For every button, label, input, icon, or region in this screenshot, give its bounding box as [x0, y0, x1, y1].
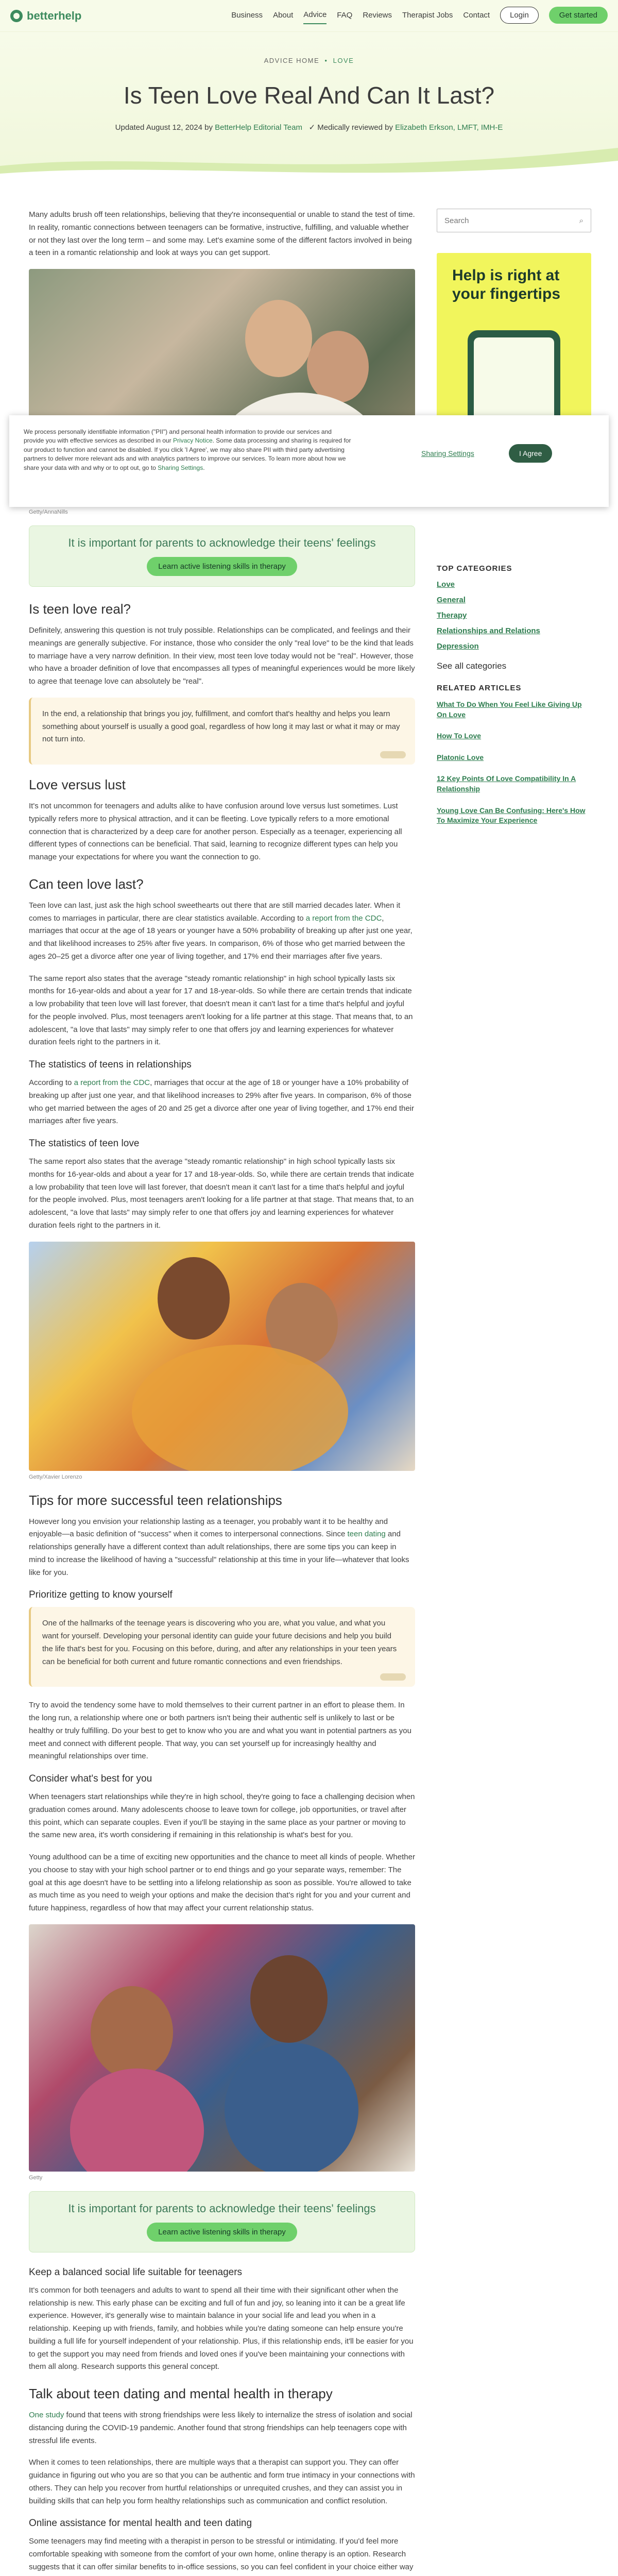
category-love[interactable]: Love	[437, 580, 455, 589]
heading-therapy: Talk about teen dating and mental health in therapy	[29, 2386, 333, 2401]
site-header	[0, 0, 618, 32]
paragraph-best-1: When teenagers start relationships while they're in high school, they're going to face a challenging decision when graduation comes around. Many adolescents choose to leave town for college, job opportunities, or travel after this point, which can separate couples. Even if you'll be staying in the same place as your partner or moving to the same new area, it's worth considering if remaining in this relationship is what's best for you.	[29, 1792, 415, 1840]
search-placeholder: Search	[444, 216, 469, 225]
heading-is-teen-love-real: Is teen love real?	[29, 601, 131, 617]
consent-text: We process personally identifiable information ("PII") and personal health information to provide our services and provide you with effective services as described in our Privacy Notice. Some data processing and sharing is required for our product to function and cannot be disabled. If you click 'I Agree', we may also share PII with third party advertising partners to deliver more relevant ads and with analytics partners to improve our services. To learn more about how we share your data with and why or to opt out, go to Sharing Settings.	[24, 428, 351, 471]
heading-online: Online assistance for mental health and teen dating	[29, 2518, 252, 2529]
therapy-cta-2	[29, 2191, 415, 2252]
cdc-report-link-2[interactable]: a report from the CDC	[74, 1078, 150, 1087]
paragraph-stats: According to a report from the CDC, marriages that occur at the age of 18 or younger have a 10% probability of breaking up after just one year, and that likelihood increases to 29% after five years. In comparison, 6% of those who get married between the ages of 20 and 25 get a divorce after one year of living together, and 17% end their marriages after five years.	[29, 1078, 414, 1126]
paragraph-online: Some teenagers may find meeting with a therapist in person to be stressful or intimidating. If you'd feel more comfortable speaking with someone from the comfort of your own home, online therapy is an option. Research suggests that it can offer similar benefits to in-office sessions, so you can feel confident in your choice either way	[29, 2537, 414, 2571]
search-icon[interactable]: ⌕	[579, 216, 583, 225]
callout-text: In the end, a relationship that brings you joy, fulfillment, and comfort that's healthy and helps you learn something about yourself is usually a good goal, regardless of how long it may last or what it may or may not turn into.	[42, 709, 400, 744]
heading-teen-love-stats: The statistics of teen love	[29, 1138, 140, 1149]
paragraph-prioritize: Try to avoid the tendency some have to mold themselves to their current partner in an effort to please them. In the long run, a relationship where one or both partners isn't being their authentic self is unlikely to last or be healthy or truly fulfilling. Do your best to get to know who you are and what you want in potential partners as you meet and connect with different people. That way, you can set yourself up for increasingly healthy and meaningful relationships over time.	[29, 1701, 411, 1761]
category-therapy[interactable]: Therapy	[437, 611, 467, 620]
article-photo-2	[29, 1242, 415, 1471]
heading-can-teen-love-last: Can teen love last?	[29, 876, 144, 892]
photo-3-credit: Getty	[29, 2174, 43, 2181]
nav-faq[interactable]: FAQ	[337, 11, 353, 20]
callout-toggle-2[interactable]	[380, 1673, 406, 1681]
paragraph-lust: It's not uncommon for teenagers and adults alike to have confusion around love versus lust sometimes. Lust typically refers more to physical attraction, and it can be fleeting. Love typically refers to a more emotional connection that is characterized by a deep care for another person. Especially as a teenager, experiencing all different types of connections can be beneficial. That said, learning to recognize different types can help you manage your expectations for where you want the connection to go.	[29, 802, 402, 861]
related-article[interactable]: Young Love Can Be Confusing: Here's How To Maximize Your Experience	[437, 806, 586, 825]
logo-text: betterhelp	[27, 9, 82, 22]
login-button[interactable]: Login	[500, 7, 539, 24]
page-title: Is Teen Love Real And Can It Last?	[123, 82, 495, 109]
paragraph-last-1: Teen love can last, just ask the high school sweethearts out there that are still married decades later. When it comes to marriages in particular, there are clear statistics available. According to a report from the CDC, marriages that occur at the age of 18 years or younger have a 50% probability of breaking up after just one year, and that likelihood increases to 25% after five years. In comparison, 6% of those who get married between the ages 20–25 get a divorce after one year of living together, and 17% end their marriages after five years.	[29, 901, 413, 961]
paragraph-therapy-1: One study found that teens with strong friendships were less likely to internalize the stress of isolation and social distancing during the COVID-19 pandemic. Another found that strong friendships can help teenagers cope with stressful life events.	[29, 2411, 413, 2445]
related-articles-title: RELATED ARTICLES	[437, 684, 522, 692]
paragraph-therapy-2: When it comes to teen relationships, there are multiple ways that a therapist can support you. They can offer guidance in figuring out who you are so that you can be authentic and form true intimacy in your connections with others. They can help you recover from hurtful relationships or unrequited crushes, and they can assist you in building skills that can help you form healthy relationships such as communication and conflict resolution.	[29, 2458, 415, 2505]
logo[interactable]	[10, 9, 81, 23]
heading-love-vs-lust: Love versus lust	[29, 777, 126, 792]
related-article[interactable]: 12 Key Points Of Love Compatibility In A Relationship	[437, 774, 576, 793]
category-general[interactable]: General	[437, 596, 466, 604]
nav-advice[interactable]: Advice	[303, 6, 327, 24]
cookie-consent-banner	[9, 415, 609, 507]
related-article[interactable]: How To Love	[437, 732, 482, 740]
heading-whats-best: Consider what's best for you	[29, 1773, 152, 1784]
callout-toggle[interactable]	[380, 751, 406, 758]
nav-business[interactable]: Business	[231, 11, 263, 20]
related-articles-list	[437, 700, 591, 826]
author-link[interactable]: BetterHelp Editorial Team	[215, 123, 302, 132]
cdc-report-link[interactable]: a report from the CDC	[305, 913, 382, 923]
nav-contact[interactable]: Contact	[463, 11, 490, 20]
breadcrumb	[0, 57, 618, 64]
category-relationships[interactable]: Relationships and Relations	[437, 626, 540, 635]
one-study-link[interactable]: One study	[29, 2411, 64, 2419]
cta-button-2[interactable]: Learn active listening skills in therapy	[147, 2223, 297, 2242]
breadcrumb-home[interactable]: ADVICE HOME	[264, 57, 320, 64]
reviewer-link[interactable]: Elizabeth Erkson, LMFT, IMH-E	[395, 123, 503, 132]
therapy-cta	[29, 526, 415, 587]
intro-paragraph: Many adults brush off teen relationships, believing that they're inconsequential or unable to stand the test of time. In reality, romantic connections between teenagers can be formative, instructive, fulfilling, and valuable whether or not they last over the long term – and some may. Let's examine some of the different factors involved in being a teen in a romantic relationship and look at ways you can get support.	[29, 210, 415, 258]
nav-therapist-jobs[interactable]: Therapist Jobs	[402, 11, 453, 20]
paragraph-last-2: The same report also states that the average "steady romantic relationship" in high school typically lasts six months for 16-year-olds and about a year for 17 and 18-year-olds. So while there are certain trends that indicate a low probability that teen love will last forever, that doesn't mean it can't last for a time that's helpful and joyful for the people involved. Plus, most teenagers aren't looking for a life partner at this stage. That means that, to an adolescent, "a love that lasts" may simply refer to one that offers joy and learning experiences for whatever duration feels right to the partners in it.	[29, 974, 413, 1047]
agree-button[interactable]: I Agree	[509, 444, 552, 463]
search-input[interactable]	[437, 209, 591, 232]
sharing-settings-button[interactable]: Sharing Settings	[421, 449, 474, 457]
heading-balance: Keep a balanced social life suitable for teenagers	[29, 2266, 243, 2278]
category-depression[interactable]: Depression	[437, 642, 479, 651]
callout-text-2: One of the hallmarks of the teenage years is discovering who you are, what you value, and what you want for yourself. Developing your personal identity can guide your future decisions and help you build the life that's best for you. Focusing on this before, during, and after any relationships in your teen years can be beneficial for both current and future romantic connections and even friendships.	[42, 1619, 397, 1666]
sharing-settings-inline-link[interactable]: Sharing Settings	[158, 464, 203, 471]
logo-icon	[10, 10, 23, 22]
reviewed-prefix: Medically reviewed by	[317, 123, 393, 132]
cta-text-2: It is important for parents to acknowledge their teens' feelings	[68, 2201, 376, 2215]
breadcrumb-category[interactable]: LOVE	[333, 57, 354, 64]
main-nav	[231, 6, 608, 24]
check-icon: ✓	[308, 123, 316, 132]
nav-reviews[interactable]: Reviews	[363, 11, 392, 20]
callout-note	[29, 698, 415, 765]
see-all-categories-link[interactable]: See all categories	[437, 661, 507, 671]
paragraph-love-stats: The same report also states that the average "steady romantic relationship" in high school typically lasts six months for 16-year-olds and about a year for 17 and 18-year-olds. So, while there are certain trends that indicate a low probability that teen love will last forever, that doesn't mean it can't last for a time that's helpful and joyful for the people involved. Plus, most teenagers aren't looking for a life partner at that stage. That means that, to an adolescent, "a love that lasts" may simply refer to one that offers joy and learning experiences for whatever duration feels right to the partners in it.	[29, 1157, 414, 1230]
paragraph-real: Definitely, answering this question is not truly possible. Relationships can be complicated, and feelings and their meanings are generally subjective. For instance, those who consider the only "real love" to be the kind that leads to marriage have a very narrow definition. In their view, most teen love today would not be "real". However, those who have a broader definition of love that encompasses all types of meaningful experiences would be more likely to agree that teenage love can absolutely be "real".	[29, 626, 415, 686]
paragraph-tips: However long you envision your relationship lasting as a teenager, you probably want it to be healthy and enjoyable—a basic definition of "success" when it comes to interpersonal connections. Since teen dating and relationships generally have a different context than adult relationships, there are some tips you can keep in mind to increase the likelihood of having a "successful" relationship at this time in your life—whatever that looks like for you.	[29, 1517, 409, 1577]
related-article[interactable]: Platonic Love	[437, 753, 484, 761]
by-text: by	[204, 123, 213, 132]
cta-text: It is important for parents to acknowledge their teens' feelings	[68, 536, 376, 549]
get-started-button[interactable]: Get started	[549, 7, 608, 24]
related-article[interactable]: What To Do When You Feel Like Giving Up On Love	[437, 700, 582, 719]
article-body	[29, 209, 415, 2576]
heading-statistics: The statistics of teens in relationships	[29, 1059, 192, 1070]
privacy-notice-link[interactable]: Privacy Notice	[173, 437, 213, 445]
teen-dating-link[interactable]: teen dating	[347, 1530, 386, 1539]
article-meta	[0, 123, 618, 132]
article-photo-3	[29, 1924, 415, 2172]
paragraph-best-2: Young adulthood can be a time of exciting new opportunities and the chance to meet all kinds of people. Whether you choose to stay with your high school partner or to end things and go your separate ways, remember: The goal at this age doesn't have to be settling into a lifelong relationship as soon as possible. You're allowed to take as much time as you need to weigh your options and make the decision that's right for you and your current and future happiness, regardless of how that may affect your current relationship status.	[29, 1853, 415, 1912]
heading-tips: Tips for more successful teen relationships	[29, 1492, 282, 1508]
cta-button[interactable]: Learn active listening skills in therapy	[147, 557, 297, 576]
article-hero	[0, 32, 618, 187]
breadcrumb-separator: •	[324, 57, 328, 64]
nav-about[interactable]: About	[273, 11, 294, 20]
paragraph-balance: It's common for both teenagers and adults to want to spend all their time with their significant other when the relationship is new. This early phase can be exciting and full of fun and joy, so leaning into it can be a great life experience. However, it's generally wise to maintain balance in your social life and lead you when in a relationship. Keeping up with friends, family, and hobbies while you're dating someone can help ensure you're building a full life for yourself independent of your relationship. Plus, if this relationship ends, it'll be easier for you to get the support you may need from friends and loved ones if you've been maintaining your connections with them all along. Research supports this general concept.	[29, 2285, 414, 2371]
hero-wave	[0, 145, 618, 187]
sidebar	[437, 209, 591, 837]
top-categories-title: TOP CATEGORIES	[437, 564, 512, 573]
photo-1-credit: Getty/AnnaNills	[29, 509, 68, 515]
heading-prioritize: Prioritize getting to know yourself	[29, 1589, 173, 1601]
callout-note-2	[29, 1607, 415, 1687]
ad-title: Help is right at your fingertips	[452, 267, 561, 302]
updated-date: Updated August 12, 2024	[115, 123, 202, 132]
photo-2-credit: Getty/Xavier Lorenzo	[29, 1473, 82, 1480]
